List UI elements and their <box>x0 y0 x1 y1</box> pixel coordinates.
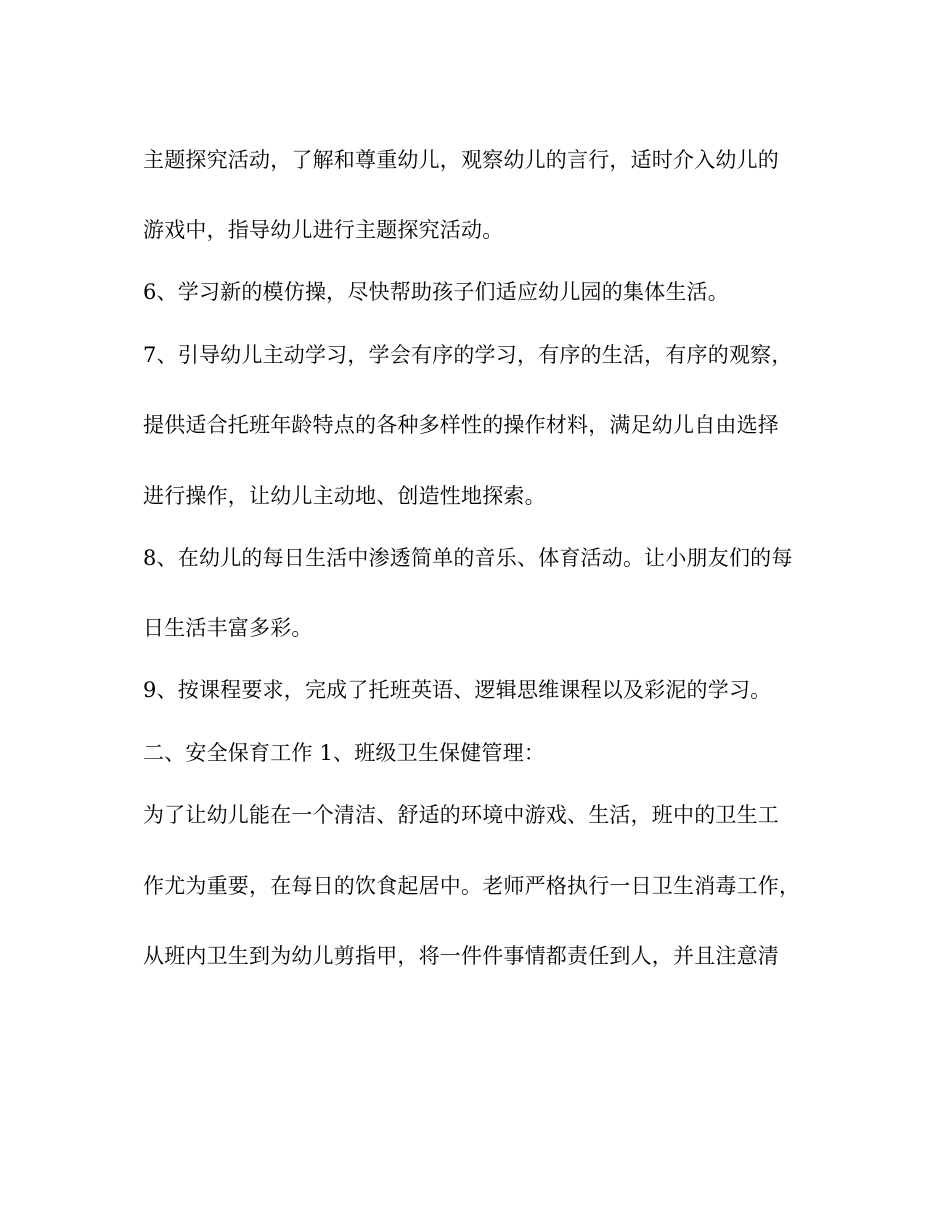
text-line-12: 作尤为重要，在每日的饮食起居中。老师严格执行一日卫生消毒工作， <box>143 874 801 898</box>
text-line-6: 进行操作，让幼儿主动地、创造性地探索。 <box>143 484 546 508</box>
text-line-8: 日生活丰富多彩。 <box>143 616 313 640</box>
text-line-11: 为了让幼儿能在一个清洁、舒适的环境中游戏、生活，班中的卫生工 <box>143 803 779 827</box>
text-line-1: 主题探究活动，了解和尊重幼儿，观察幼儿的言行，适时介入幼儿的 <box>143 148 779 172</box>
text-line-2: 游戏中，指导幼儿进行主题探究活动。 <box>143 218 504 242</box>
text-line-3: 6、学习新的模仿操，尽快帮助孩子们适应幼儿园的集体生活。 <box>143 280 729 304</box>
text-line-4: 7、引导幼儿主动学习，学会有序的学习，有序的生活，有序的观察， <box>143 343 793 367</box>
text-line-9: 9、按课程要求，完成了托班英语、逻辑思维课程以及彩泥的学习。 <box>143 678 772 702</box>
text-line-7: 8、在幼儿的每日生活中渗透简单的音乐、体育活动。让小朋友们的每 <box>143 546 793 570</box>
text-line-5: 提供适合托班年龄特点的各种多样性的操作材料，满足幼儿自由选择 <box>143 413 779 437</box>
text-line-10: 二、安全保育工作 1、班级卫生保健管理： <box>143 741 546 765</box>
text-line-13: 从班内卫生到为幼儿剪指甲，将一件件事情都责任到人，并且注意清 <box>143 944 779 968</box>
